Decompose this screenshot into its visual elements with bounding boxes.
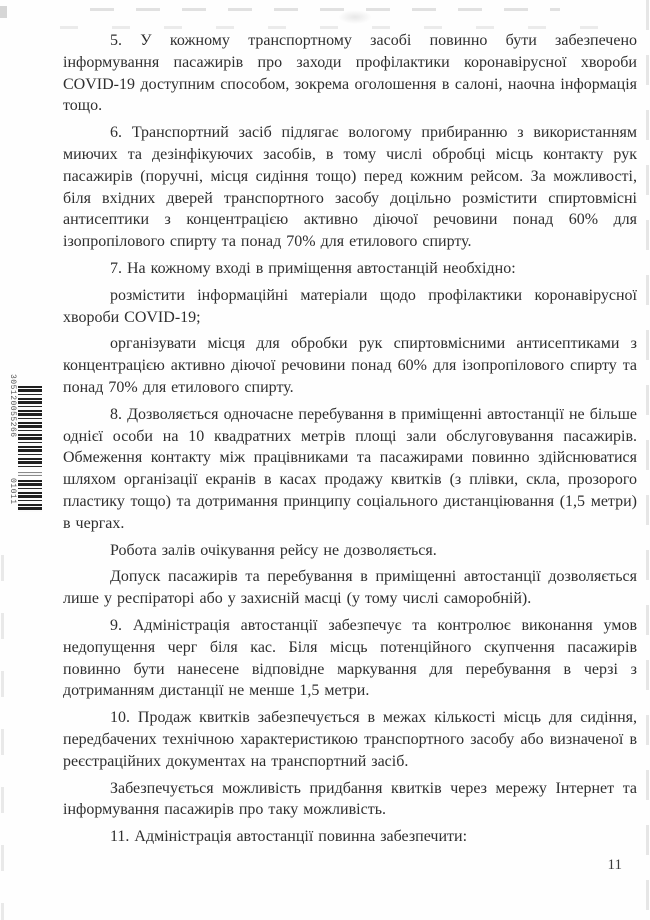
paragraph-10: 10. Продаж квитків забезпечується в межах кількості місць для сидіння, передбачених технічною характеристикою транспортного засобу або визначеної в реєстраційних документах на транспортний засіб. — [63, 709, 637, 770]
barcode-digits-primary: 305120055266 — [8, 374, 17, 438]
paragraph-8-mask-access: Допуск пасажирів та перебування в приміщенні автостанції дозволяється лише у респіраторі або у захисній масці (у тому числі саморобній). — [63, 568, 637, 608]
paragraph-8-waiting-halls: Робота залів очікування рейсу не дозволяється. — [110, 541, 437, 559]
paragraph-6: 6. Транспортний засіб підлягає вологому прибиранню з використанням миючих та дезінфікуючих засобів, в тому числі обробці місць контакту рук пасажирів (поручні, місця сидіння тощо) перед кожним рейсом. За можливості, біля вхідних дверей транспортного засобу доцільно розмістити спиртовмісні антисептики з концентрацією активно діючої речовини понад 60% для ізопропілового спирту та понад 70% для етилового спирту. — [63, 124, 637, 251]
paragraph-11: 11. Адміністрація автостанції повинна забезпечити: — [110, 828, 468, 846]
document-text-block — [63, 30, 637, 853]
paragraph-10-internet-tickets: Забезпечується можливість придбання квитків через мережу Інтернет та інформування пасажирів про таку можливість. — [63, 779, 637, 819]
scan-right-edge-artifact — [646, 0, 649, 920]
paragraph-5: 5. У кожному транспортному засобі повинно бути забезпечено інформування пасажирів про заходи профілактики коронавірусної хвороби COVID-19 доступним способом, зокрема оголошення в салоні, наочна інформація тощо. — [63, 32, 637, 115]
paragraph-7-item-antiseptics: організувати місця для обробки рук спиртовмісними антисептиками з концентрацією активно діючої речовини понад 60% для ізопропілового спирту та понад 70% для етилового спирту. — [63, 335, 637, 396]
scan-smudge — [338, 10, 372, 24]
barcode-digits-secondary: 01011 — [8, 478, 17, 505]
scan-left-edge-artifact — [1, 555, 4, 920]
barcode-secondary — [18, 480, 42, 512]
paragraph-8: 8. Дозволяється одночасне перебування в приміщенні автостанції не більше однієї особи на 10 квадратних метрів площі зали обслуговування пасажирів. Обмеження контакту між працівниками та пасажирами повинно здійснюватися шляхом організації екранів в касах продажу квитків (з плівки, скла, прозорого пластику тощо) та дотримання принципу соціального дистанціювання (1,5 метри) в чергах. — [63, 405, 637, 532]
scan-corner-mark — [0, 6, 7, 18]
paragraph-7: 7. На кожному вході в приміщення автостанцій необхідно: — [110, 259, 516, 277]
paragraph-7-item-info-materials: розмістити інформаційні матеріали щодо профілактики коронавірусної хвороби COVID-19; — [63, 286, 637, 326]
scan-top-edge-artifact — [90, 8, 560, 11]
scan-top-edge-artifact-2 — [60, 26, 605, 29]
barcode-primary-tail — [18, 472, 42, 476]
page-number: 11 — [607, 857, 622, 873]
paragraph-9: 9. Адміністрація автостанції забезпечує та контролює виконання умов недопущення черг біля кас. Біля місць потенційного скупчення пасажирів повинно бути нанесене відповідне маркування для перебування в черзі з дотриманням дистанції не менше 1,5 метри. — [63, 616, 637, 700]
barcode-primary — [18, 386, 42, 470]
